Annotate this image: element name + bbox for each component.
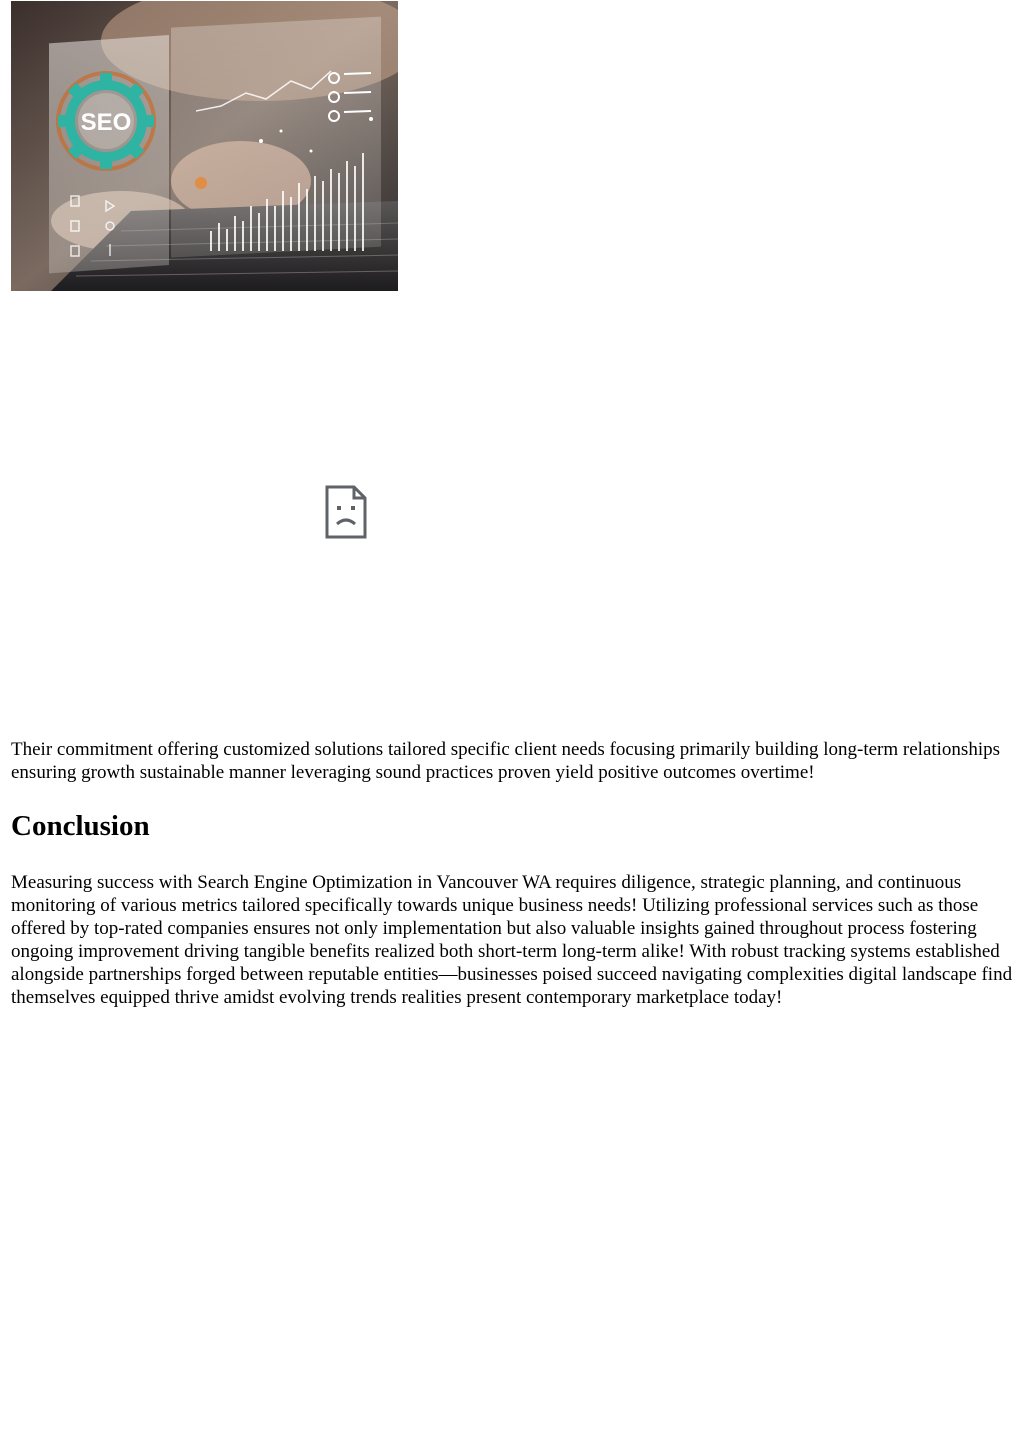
paragraph-intro: Their commitment offering customized solutions tailored specific client needs focusing primarily building long-term relationships ensuring growth sustainable manner leveraging sound practices proven yield positive outcomes overtime! — [11, 739, 1001, 783]
conclusion-heading: Conclusion — [11, 810, 150, 842]
seo-badge-text: SEO — [80, 109, 132, 136]
broken-embed-placeholder — [324, 484, 368, 540]
seo-hero-image — [11, 1, 398, 291]
paragraph-conclusion: Measuring success with Search Engine Optimization in Vancouver WA requires diligence, strategic planning, and continuous monitoring of various metrics tailored specifically towards unique business needs! Utilizing professional services such as those offered by top-rated companies ensures not only implementation but also valuable insights gained throughout process fostering ongoing improvement driving tangible benefits realized both short-term long-term alike! With robust tracking systems established alongside partnerships forged between reputable entities—businesses poised succeed navigating complexities digital landscape find themselves equipped thrive amidst evolving trends realities present contemporary marketplace today! — [11, 872, 1013, 1008]
sad-page-icon — [324, 484, 368, 540]
seo-illustration — [11, 1, 398, 291]
